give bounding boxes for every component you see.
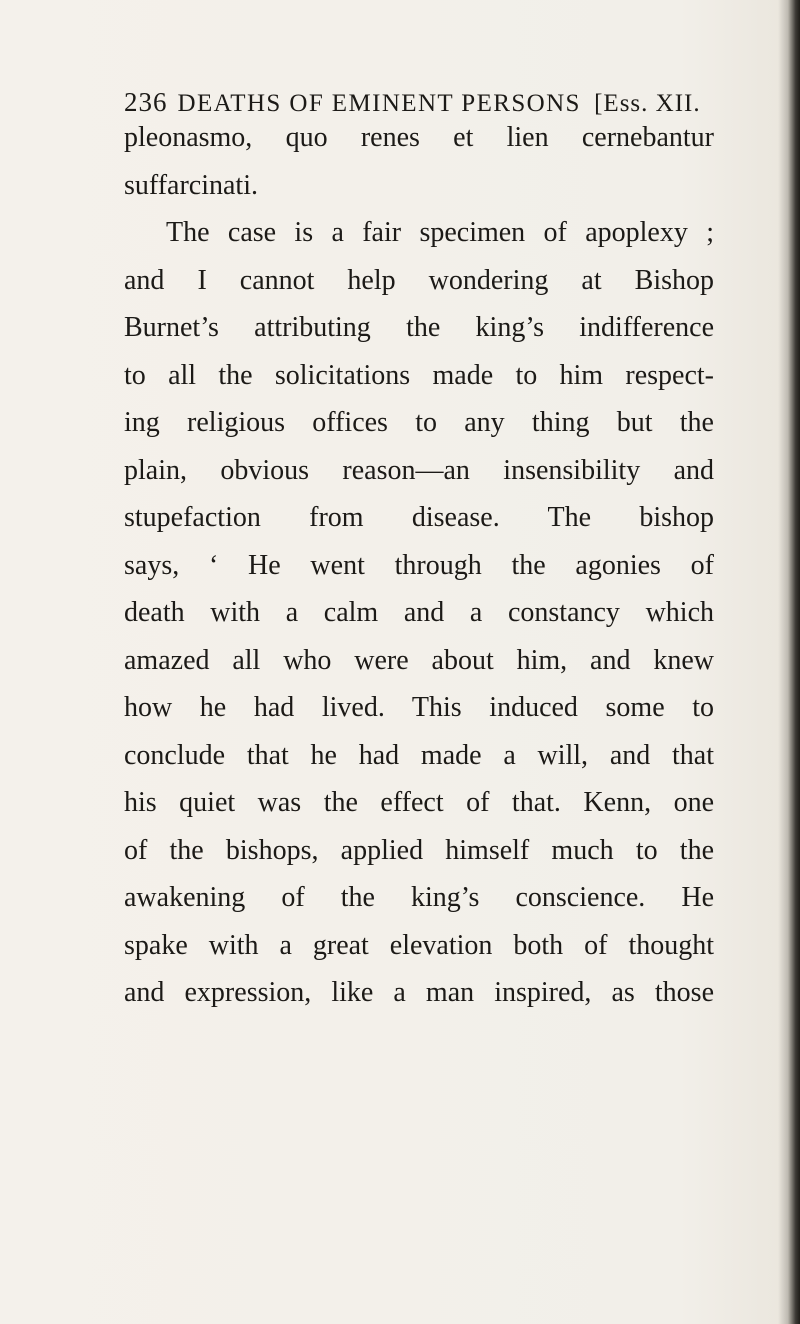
text-line: and I cannot help wondering at Bishop	[124, 264, 714, 296]
text-line: suffarcinati.	[124, 169, 258, 201]
text-line: his quiet was the effect of that. Kenn, one	[124, 787, 714, 818]
text-line: amazed all who were about him, and knew	[124, 644, 714, 676]
running-title: DEATHS OF EMINENT PERSONS	[177, 90, 581, 117]
text-line: how he had lived. This induced some to	[124, 692, 714, 723]
section-label: [Ess. XII.	[594, 90, 701, 117]
page-number: 236	[124, 87, 168, 117]
text-line: awakening of the king’s conscience. He	[124, 882, 714, 913]
text-line: conclude that he had made a will, and that	[124, 739, 714, 771]
text-line: says, ‘ He went through the agonies of	[124, 549, 714, 581]
text-line: spake with a great elevation both of thought	[124, 929, 714, 961]
text-line: plain, obvious reason—an insensibility and	[124, 454, 714, 486]
text-line: and expression, like a man inspired, as those	[124, 977, 714, 1008]
body-text	[124, 114, 714, 1017]
text-line: Burnet’s attributing the king’s indifference	[124, 312, 714, 343]
text-line: to all the solicitations made to him respect-	[124, 359, 714, 391]
text-line: death with a calm and a constancy which	[124, 597, 714, 628]
text-line: stupefaction from disease. The bishop	[124, 502, 714, 533]
text-line: ing religious offices to any thing but the	[124, 407, 714, 438]
text-line: pleonasmo, quo renes et lien cernebantur	[124, 122, 714, 153]
text-line: of the bishops, applied himself much to the	[124, 834, 714, 866]
text-line: The case is a fair specimen of apoplexy ;	[166, 217, 714, 248]
page-spine-shadow	[778, 0, 800, 1324]
